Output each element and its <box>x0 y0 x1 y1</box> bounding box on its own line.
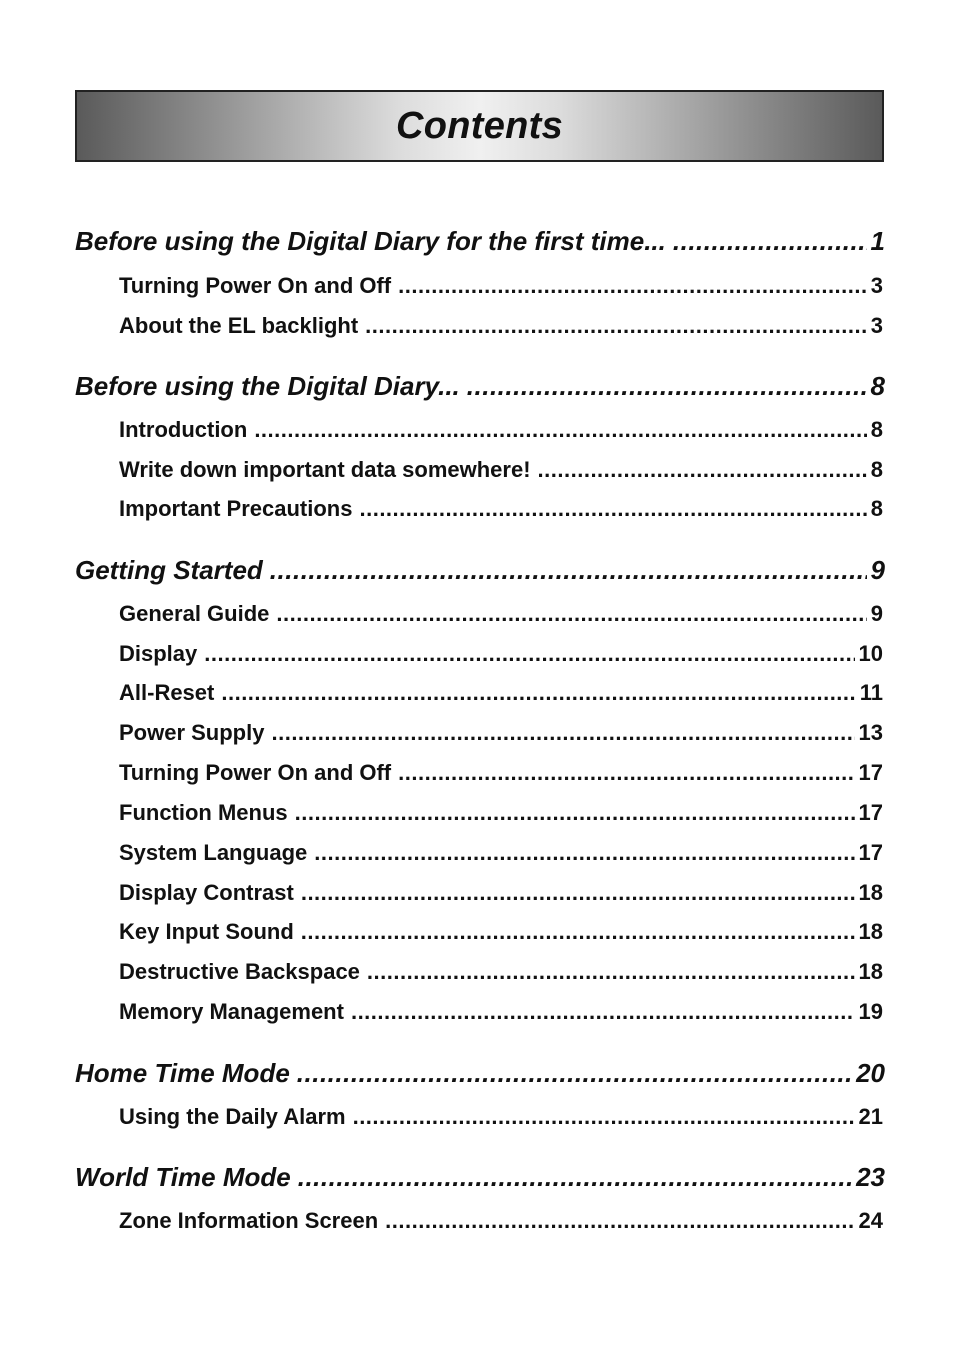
toc-item-label: Power Supply <box>119 720 265 745</box>
toc-section-label: Home Time Mode <box>75 1058 290 1088</box>
toc-item[interactable] <box>119 1208 883 1234</box>
dot-leader <box>398 760 854 786</box>
toc-item-page: 24 <box>858 1208 883 1233</box>
toc-item-label: Turning Power On and Off <box>119 760 392 785</box>
toc-item-page: 3 <box>870 313 883 338</box>
toc-item-page: 18 <box>858 919 883 944</box>
dot-leader <box>204 641 854 667</box>
toc-item-label: Using the Daily Alarm <box>119 1104 346 1129</box>
toc-item-label: Important Precautions <box>119 496 353 521</box>
toc-item[interactable] <box>119 720 883 746</box>
toc-item-page: 18 <box>858 880 883 905</box>
toc-item-label: All-Reset <box>119 680 215 705</box>
toc-section-label: Before using the Digital Diary... <box>75 371 460 401</box>
dot-leader <box>359 496 866 522</box>
toc-item-page: 17 <box>858 760 883 785</box>
toc-item-label: Turning Power On and Off <box>119 273 392 298</box>
toc-item[interactable] <box>119 641 883 667</box>
toc-item-page: 18 <box>858 959 883 984</box>
dot-leader <box>254 417 866 443</box>
toc-section[interactable] <box>75 555 885 586</box>
toc-item-page: 10 <box>858 641 883 666</box>
toc-item[interactable] <box>119 800 883 826</box>
toc-item[interactable] <box>119 680 883 706</box>
dot-leader <box>298 1162 852 1193</box>
toc-item-label: General Guide <box>119 601 270 626</box>
toc-item-label: Display Contrast <box>119 880 294 905</box>
toc-item-label: Key Input Sound <box>119 919 294 944</box>
toc-item-page: 17 <box>858 800 883 825</box>
toc-item-page: 8 <box>870 417 883 442</box>
toc-item-label: Zone Information Screen <box>119 1208 379 1233</box>
toc-item-page: 8 <box>870 457 883 482</box>
toc-item-page: 19 <box>858 999 883 1024</box>
dot-leader <box>271 720 854 746</box>
toc-item-label: Introduction <box>119 417 248 442</box>
toc-item-label: System Language <box>119 840 308 865</box>
dot-leader <box>673 226 867 257</box>
toc-item[interactable] <box>119 919 883 945</box>
toc-item[interactable] <box>119 1104 883 1130</box>
dot-leader <box>353 1104 855 1130</box>
toc-section-page: 9 <box>870 555 885 585</box>
dot-leader <box>295 800 855 826</box>
toc-item-page: 9 <box>870 601 883 626</box>
dot-leader <box>385 1208 854 1234</box>
toc-item[interactable] <box>119 999 883 1025</box>
dot-leader <box>301 880 855 906</box>
toc-section-page: 20 <box>856 1058 885 1088</box>
page-title: Contents <box>395 104 564 147</box>
dot-leader <box>538 457 867 483</box>
toc-item-label: Function Menus <box>119 800 288 825</box>
dot-leader <box>467 371 867 402</box>
toc-item[interactable] <box>119 417 883 443</box>
toc-section-page: 23 <box>856 1162 885 1192</box>
dot-leader <box>297 1058 852 1089</box>
toc-item-page: 17 <box>858 840 883 865</box>
dot-leader <box>270 555 867 586</box>
dot-leader <box>351 999 855 1025</box>
toc-section[interactable] <box>75 371 885 402</box>
toc-section-page: 8 <box>870 371 885 401</box>
dot-leader <box>365 313 867 339</box>
toc-item[interactable] <box>119 959 883 985</box>
toc-item-label: Destructive Backspace <box>119 959 360 984</box>
toc-item[interactable] <box>119 457 883 483</box>
toc-item-page: 8 <box>870 496 883 521</box>
toc-item-label: Memory Management <box>119 999 344 1024</box>
toc-section[interactable] <box>75 1162 885 1193</box>
toc-section[interactable] <box>75 226 885 257</box>
dot-leader <box>314 840 854 866</box>
dot-leader <box>367 959 855 985</box>
dot-leader <box>221 680 855 706</box>
toc-item-page: 21 <box>858 1104 883 1129</box>
dot-leader <box>398 273 867 299</box>
contents-banner <box>75 90 884 162</box>
toc-item[interactable] <box>119 840 883 866</box>
toc-item[interactable] <box>119 601 883 627</box>
toc-section-label: Before using the Digital Diary for the first time... <box>75 226 666 256</box>
toc-item[interactable] <box>119 313 883 339</box>
toc-item-label: Write down important data somewhere! <box>119 457 531 482</box>
toc-section-label: Getting Started <box>75 555 263 585</box>
toc-item-page: 11 <box>859 680 883 705</box>
toc-item[interactable] <box>119 880 883 906</box>
toc-section-label: World Time Mode <box>75 1162 291 1192</box>
toc-item[interactable] <box>119 496 883 522</box>
dot-leader <box>276 601 866 627</box>
toc-item[interactable] <box>119 273 883 299</box>
toc-item-page: 3 <box>870 273 883 298</box>
toc-item-label: About the EL backlight <box>119 313 359 338</box>
toc-section-page: 1 <box>870 226 885 256</box>
toc-item-page: 13 <box>858 720 883 745</box>
dot-leader <box>301 919 855 945</box>
toc-item[interactable] <box>119 760 883 786</box>
toc-item-label: Display <box>119 641 198 666</box>
toc-section[interactable] <box>75 1058 885 1089</box>
